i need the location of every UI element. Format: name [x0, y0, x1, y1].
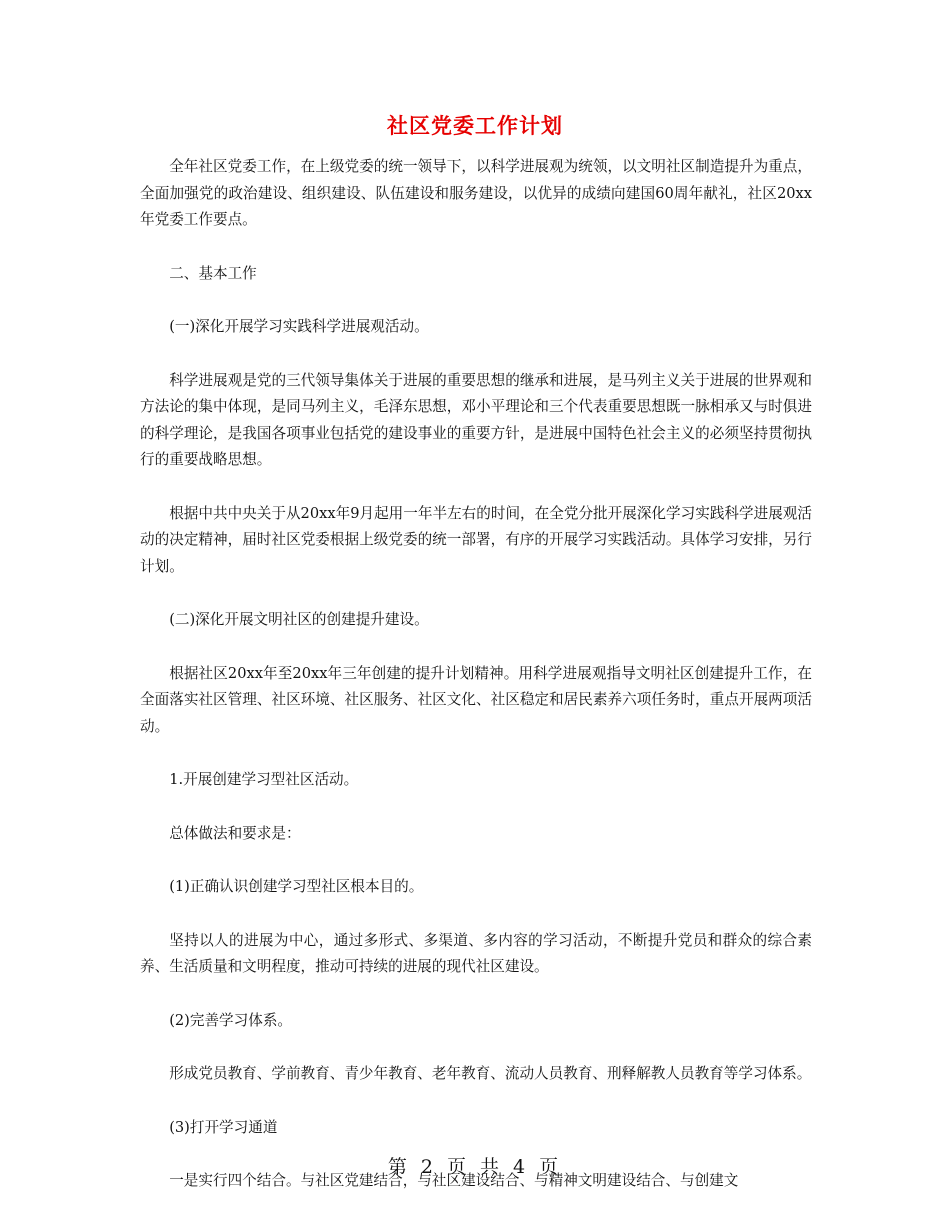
- paragraph-scientific-outlook: 科学进展观是党的三代领导集体关于进展的重要思想的继承和进展，是马列主义关于进展的世界观和方法论的集中体现，是同马列主义，毛泽东思想，邓小平理论和三个代表重要思想既一脉相承又与时俱进的科学理论，是我国各项事业包括党的建设事业的重要方针，是进展中国特色社会主义的必须坚持贯彻执行的重要战略思想。: [140, 371, 812, 468]
- item-learning-community: 1.开展创建学习型社区活动。: [169, 771, 359, 788]
- paragraph-general-requirements: 总体做法和要求是：: [169, 824, 301, 842]
- paragraph-four-combinations: 一是实行四个结合。与社区党建结合，与社区建设结合、与精神文明建设结合、与创建文: [169, 1172, 739, 1189]
- section-heading-basic-work: 二、基本工作: [169, 264, 257, 282]
- item-open-channels: (3)打开学习通道: [169, 1118, 278, 1136]
- item-improve-system: (2)完善学习体系。: [169, 1011, 293, 1029]
- page-number-footer: 第 2 页 共 4 页: [387, 1156, 563, 1178]
- paragraph-intro: 全年社区党委工作，在上级党委的统一领导下，以科学进展观为统领，以文明社区制造提升为重点，全面加强党的政治建设、组织建设、队伍建设和服务建设，以优异的成绩向建国60周年献礼，社区20xx年党委工作要点。: [140, 158, 812, 228]
- paragraph-people-centered: 坚持以人的进展为中心，通过多形式、多渠道、多内容的学习活动，不断提升党员和群众的综合素养、生活质量和文明程度，推动可持续的进展的现代社区建设。: [140, 931, 812, 975]
- item-correct-understanding: (1)正确认识创建学习型社区根本目的。: [169, 878, 424, 895]
- paragraph-central-decision: 根据中共中央关于从20xx年9月起用一年半左右的时间，在全党分批开展深化学习实践科学进展观活动的决定精神，届时社区党委根据上级党委的统一部署，有序的开展学习实践活动。具体学习安排，另行计划。: [140, 504, 812, 575]
- paragraph-education-system: 形成党员教育、学前教育、青少年教育、老年教育、流动人员教育、刑释解教人员教育等学习体系。: [169, 1065, 812, 1082]
- subheading-civilized-community: (二)深化开展文明社区的创建提升建设。: [169, 611, 429, 628]
- document-body: [140, 154, 812, 1195]
- paragraph-three-year-plan: 根据社区20xx年至20xx年三年创建的提升计划精神。用科学进展观指导文明社区创建提升工作，在全面落实社区管理、社区环境、社区服务、社区文化、社区稳定和居民素养六项任务时，重点开展两项活动。: [140, 664, 812, 735]
- subheading-study-practice: (一)深化开展学习实践科学进展观活动。: [169, 318, 429, 335]
- document-title: 社区党委工作计划: [387, 114, 563, 138]
